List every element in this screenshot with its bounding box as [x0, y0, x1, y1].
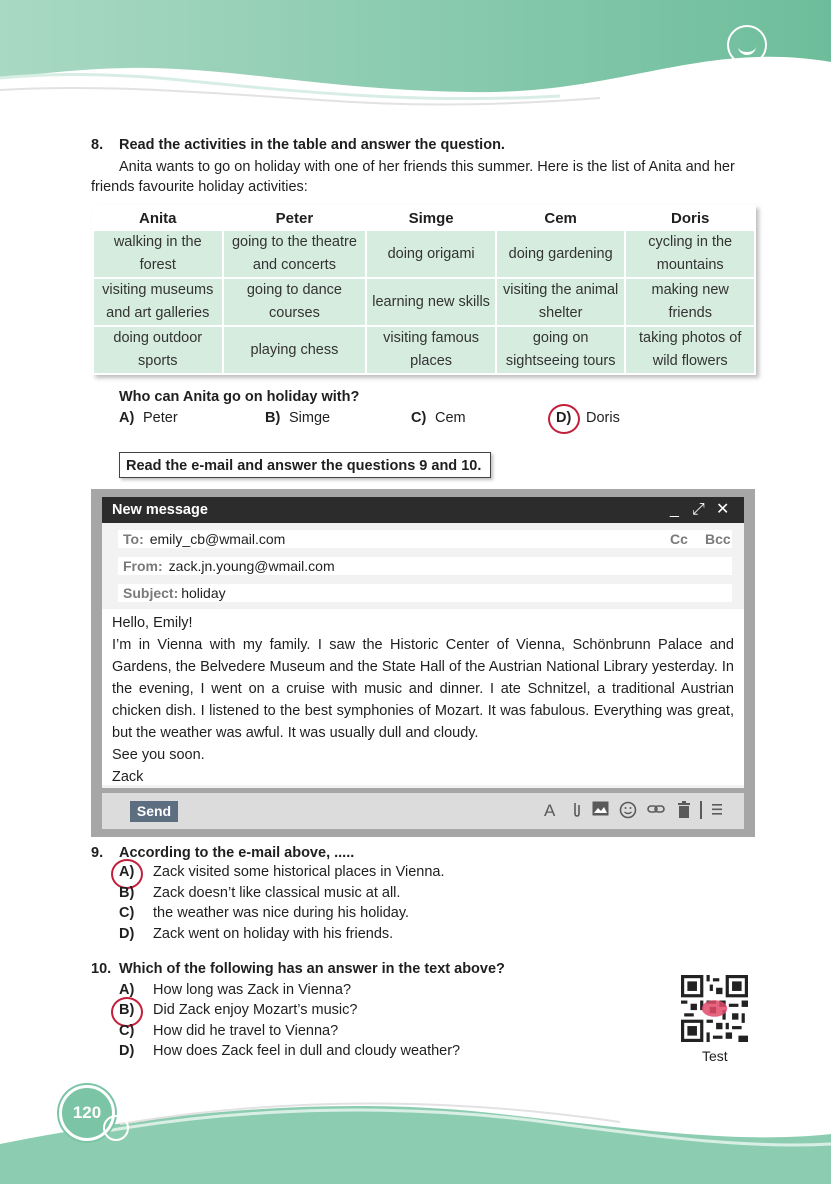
question-title: Read the activities in the table and answer the question. [119, 137, 505, 153]
qr-code-icon[interactable] [681, 975, 748, 1042]
question8-intro-line2: friends favourite holiday activities: [91, 179, 308, 195]
cc-button[interactable]: Cc [670, 531, 688, 547]
option-text: Zack doesn’t like classical music at all. [153, 885, 401, 901]
answer-circle-mark [548, 404, 580, 434]
question-title: According to the e-mail above, ..... [119, 845, 355, 861]
option-text: Zack visited some historical places in Vienna. [153, 864, 445, 880]
trash-icon[interactable] [677, 801, 691, 823]
table-cell: doing outdoor sports [94, 327, 222, 373]
table-cell: visiting the animal shelter [497, 279, 625, 325]
option-letter: B) [265, 410, 281, 426]
table-header: Cem [497, 207, 625, 229]
option-letter: C) [411, 410, 427, 426]
table-cell: cycling in the mountains [626, 231, 754, 277]
option-text: How did he travel to Vienna? [153, 1023, 339, 1039]
question-number: 9. [91, 845, 104, 861]
subject-field[interactable] [118, 584, 732, 602]
email-signature: Zack [112, 769, 144, 785]
option-text: Cem [435, 410, 466, 426]
from-label: From: [123, 558, 163, 574]
option-letter: D) [119, 1043, 135, 1059]
option-letter: B) [119, 885, 135, 901]
page-number: 120 [59, 1085, 115, 1141]
option-letter: A) [119, 410, 135, 426]
table-header-row [94, 207, 754, 229]
table-header: Anita [94, 207, 222, 229]
table-cell: visiting famous places [367, 327, 495, 373]
emoji-icon[interactable] [619, 801, 637, 824]
message-body[interactable] [102, 609, 744, 785]
question-title: Which of the following has an answer in the text above? [119, 961, 505, 977]
option-text: the weather was nice during his holiday. [153, 905, 410, 921]
subject-label: Subject: [123, 585, 179, 601]
question8-heading [91, 137, 505, 153]
subject-value: holiday [181, 585, 226, 601]
from-value: zack.jn.young@wmail.com [168, 558, 335, 574]
question10-option-a[interactable] [119, 982, 351, 998]
option-letter: B) [119, 1002, 135, 1018]
table-header: Peter [224, 207, 366, 229]
option-text: Doris [586, 410, 620, 426]
option-letter: C) [119, 1023, 135, 1039]
qr-label: Test [702, 1048, 728, 1064]
to-field[interactable] [118, 530, 732, 548]
table-cell: going to dance courses [224, 279, 366, 325]
question8-option-b[interactable] [265, 410, 330, 426]
table-cell: making new friends [626, 279, 754, 325]
option-letter: D) [119, 926, 135, 942]
question8-question: Who can Anita go on holiday with? [119, 389, 360, 405]
email-greeting: Hello, Emily! [112, 615, 193, 631]
table-cell: doing origami [367, 231, 495, 277]
more-icon[interactable] [711, 801, 723, 822]
question-number: 8. [91, 137, 104, 153]
question8-option-c[interactable] [411, 410, 466, 426]
email-toolbar [102, 793, 744, 829]
question-number: 10. [91, 961, 112, 977]
option-text: How does Zack feel in dull and cloudy weather? [153, 1043, 461, 1059]
table-row [94, 327, 754, 373]
table-cell: taking photos of wild flowers [626, 327, 754, 373]
table-row [94, 231, 754, 277]
table-header: Doris [626, 207, 754, 229]
page-number-swoosh-icon [103, 1115, 129, 1141]
close-icon[interactable]: ✕ [716, 501, 730, 518]
option-text: How long was Zack in Vienna? [153, 982, 352, 998]
email-window [91, 489, 755, 837]
table-cell: walking in the forest [94, 231, 222, 277]
font-icon[interactable]: A [544, 801, 556, 820]
to-label: To: [123, 531, 144, 547]
table-cell: going to the theatre and concerts [224, 231, 366, 277]
corner-swoosh-icon [738, 38, 756, 55]
question8-option-a[interactable] [119, 410, 178, 426]
question9-option-a[interactable] [119, 864, 445, 880]
table-cell: learning new skills [367, 279, 495, 325]
send-button[interactable]: Send [130, 801, 178, 822]
option-text: Did Zack enjoy Mozart’s music? [153, 1002, 358, 1018]
question10-option-c[interactable] [119, 1023, 338, 1039]
expand-icon[interactable]: ⤢ [692, 501, 705, 518]
from-field[interactable] [118, 557, 732, 575]
question9-option-c[interactable] [119, 905, 409, 921]
option-text: Zack went on holiday with his friends. [153, 926, 394, 942]
email-instruction-box: Read the e-mail and answer the questions 9 and 10. [119, 452, 491, 478]
table-cell: visiting museums and art galleries [94, 279, 222, 325]
option-text: Simge [289, 410, 331, 426]
email-closing: See you soon. [112, 747, 205, 763]
question9-option-d[interactable] [119, 926, 393, 942]
question9-option-b[interactable] [119, 885, 400, 901]
option-letter: A) [119, 864, 135, 880]
table-header: Simge [367, 207, 495, 229]
email-titlebar [102, 497, 744, 523]
link-icon[interactable] [647, 801, 665, 822]
attachment-icon[interactable] [572, 801, 582, 823]
option-letter: D) [556, 410, 572, 426]
to-value: emily_cb@wmail.com [149, 531, 286, 547]
divider [699, 801, 703, 824]
bcc-button[interactable]: Bcc [705, 531, 731, 547]
table-cell: playing chess [224, 327, 366, 373]
option-text: Peter [143, 410, 178, 426]
email-paragraph: I’m in Vienna with my family. I saw the Historic Center of Vienna, Schönbrunn Palace and Gardens, the Belvedere Museum and the State Hall of the Austrian National Library yesterday. In the evening, I went on a cruise with music and dinner. I ate Schnitzel, a traditional Austrian chicken dish. I listened to the best symphonies of Mozart. It was fabulous. Everything was great, but the weather was awful. It was usually dull and cloudy. [112, 637, 734, 741]
activities-table [92, 205, 756, 375]
email-compose-area [102, 523, 744, 788]
question8-intro-line1: Anita wants to go on holiday with one of her friends this summer. Here is the list of Anita and her [119, 159, 735, 175]
table-cell: doing gardening [497, 231, 625, 277]
question10-option-b[interactable] [119, 1002, 357, 1018]
table-row [94, 279, 754, 325]
window-title: New message [112, 502, 208, 518]
header-wave-decoration [0, 0, 831, 130]
option-letter: A) [119, 982, 135, 998]
option-letter: C) [119, 905, 135, 921]
minimize-icon[interactable]: _ [670, 501, 679, 518]
table-cell: going on sightseeing tours [497, 327, 625, 373]
image-icon[interactable] [592, 801, 609, 821]
question10-heading [91, 961, 505, 977]
question10-option-d[interactable] [119, 1043, 460, 1059]
